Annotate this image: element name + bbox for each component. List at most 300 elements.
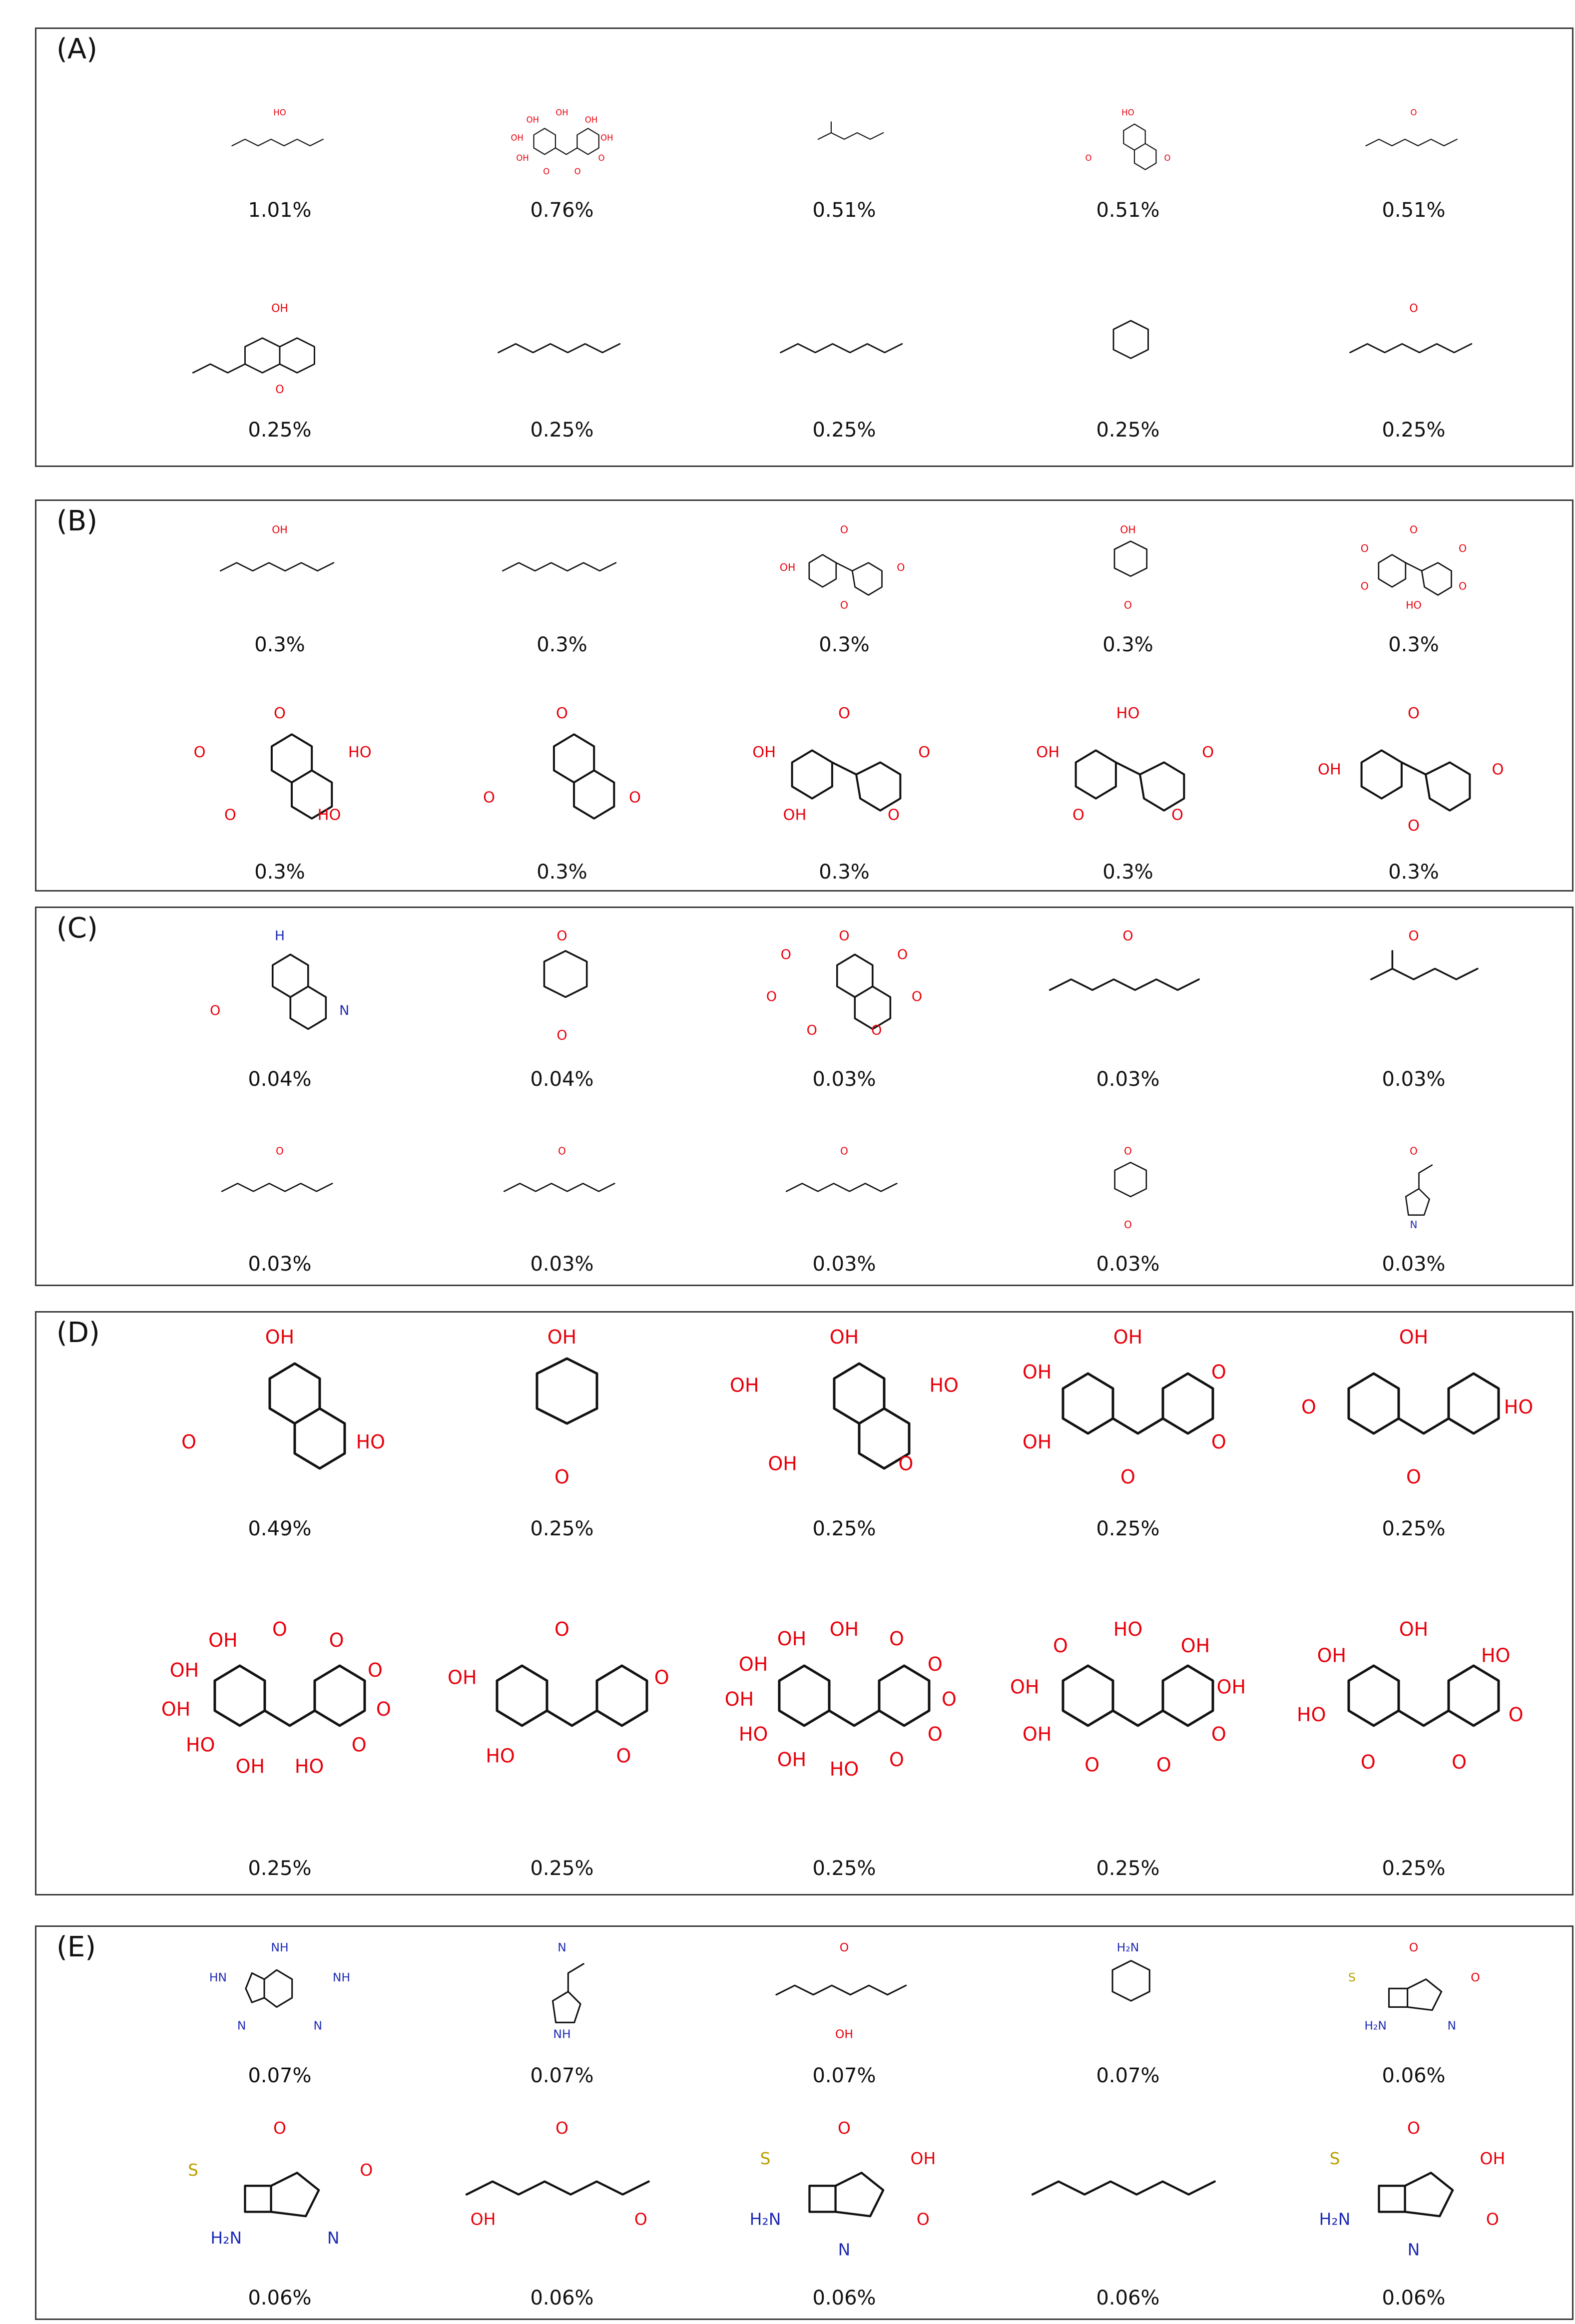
percentage-label: 0.06% bbox=[812, 2287, 876, 2310]
atom-label: O bbox=[1360, 542, 1369, 555]
percentage-label: 0.06% bbox=[530, 2287, 594, 2310]
bond-skeleton bbox=[779, 1666, 929, 1726]
molecule-structure bbox=[704, 919, 984, 1054]
atom-label: HO bbox=[929, 1374, 959, 1396]
bond-skeleton bbox=[1371, 951, 1478, 979]
percentage-label: 0.03% bbox=[1096, 1068, 1160, 1091]
bond-skeleton bbox=[499, 344, 620, 352]
percentage-label: 0.06% bbox=[248, 2287, 312, 2310]
molecule-structure bbox=[422, 1933, 702, 2050]
atom-label: O bbox=[1211, 1361, 1226, 1383]
atom-label: OH bbox=[1010, 1676, 1040, 1698]
atom-label: OH bbox=[547, 1326, 577, 1348]
atom-label: O bbox=[1486, 2209, 1499, 2229]
molecule-structure bbox=[140, 1933, 420, 2050]
molecule-structure bbox=[422, 2108, 702, 2273]
atom-label: O bbox=[927, 1653, 943, 1675]
molecule-structure bbox=[1274, 1558, 1554, 1843]
percentage-label: 0.25% bbox=[1382, 419, 1446, 442]
atom-label: O bbox=[1053, 1634, 1068, 1657]
percentage-label: 0.25% bbox=[248, 419, 312, 442]
percentage-label: 1.01% bbox=[248, 199, 312, 222]
molecule-structure bbox=[988, 694, 1268, 847]
atom-label: S bbox=[1329, 2148, 1340, 2168]
atom-label: OH bbox=[1317, 761, 1341, 779]
atom-label: O bbox=[897, 561, 905, 573]
percentage-label: 0.25% bbox=[812, 419, 876, 442]
atom-label: O bbox=[210, 1002, 221, 1018]
panel-label: (A) bbox=[56, 33, 98, 65]
atom-label: O bbox=[1085, 153, 1092, 163]
atom-label: OH bbox=[783, 806, 807, 824]
bond-skeleton bbox=[1115, 1162, 1146, 1196]
atom-label: H₂N bbox=[1364, 2018, 1387, 2033]
molecule-structure bbox=[140, 1139, 420, 1239]
molecule-structure bbox=[704, 1933, 984, 2050]
molecule-structure bbox=[704, 1139, 984, 1239]
molecule-structure bbox=[1274, 694, 1554, 847]
percentage-label: 0.07% bbox=[1096, 2064, 1160, 2087]
atom-label: O bbox=[942, 1688, 957, 1710]
percentage-label: 0.25% bbox=[530, 1517, 594, 1540]
bond-skeleton bbox=[1389, 1979, 1442, 2010]
molecule-structure bbox=[140, 102, 420, 185]
molecule-structure bbox=[1274, 1933, 1554, 2050]
atom-label: S bbox=[760, 2148, 771, 2168]
bond-skeleton bbox=[537, 1359, 597, 1423]
bond-skeleton bbox=[809, 555, 882, 595]
percentage-label: 0.3% bbox=[536, 633, 587, 656]
bond-skeleton bbox=[1362, 750, 1470, 810]
atom-label: OH bbox=[271, 302, 288, 315]
atom-label: HO bbox=[356, 1431, 386, 1453]
atom-label: O bbox=[1410, 108, 1417, 118]
atom-label: OH bbox=[235, 1755, 265, 1778]
atom-label: OH bbox=[448, 1666, 477, 1689]
bond-skeleton bbox=[220, 563, 334, 571]
atom-label: OH bbox=[1022, 1723, 1052, 1745]
percentage-label: 0.3% bbox=[254, 633, 305, 656]
panel-label: (B) bbox=[56, 505, 98, 537]
percentage-label: 0.25% bbox=[812, 1857, 876, 1880]
bond-skeleton bbox=[504, 1183, 614, 1191]
percentage-label: 0.03% bbox=[530, 1253, 594, 1276]
percentage-label: 0.25% bbox=[530, 1857, 594, 1880]
molecule-structure bbox=[1274, 1139, 1554, 1239]
molecule-structure bbox=[988, 919, 1268, 1054]
atom-label: O bbox=[1407, 705, 1420, 723]
atom-label: O bbox=[918, 743, 931, 761]
percentage-label: 0.25% bbox=[248, 1857, 312, 1880]
atom-label: O bbox=[1123, 599, 1132, 611]
atom-label: OH bbox=[730, 1374, 759, 1396]
percentage-label: 0.07% bbox=[812, 2064, 876, 2087]
molecule-structure bbox=[140, 1558, 420, 1843]
percentage-label: 0.03% bbox=[812, 1253, 876, 1276]
atom-label: HO bbox=[829, 1758, 859, 1780]
percentage-label: 0.3% bbox=[1388, 861, 1439, 884]
atom-label: O bbox=[616, 1745, 631, 1767]
atom-label: N bbox=[339, 1002, 350, 1018]
atom-label: O bbox=[838, 705, 851, 723]
atom-label: OH bbox=[724, 1688, 754, 1710]
atom-label: NH bbox=[332, 1970, 351, 1984]
atom-label: O bbox=[897, 947, 908, 963]
molecule-structure bbox=[422, 1314, 702, 1503]
bond-skeleton bbox=[1076, 750, 1184, 810]
percentage-label: 0.25% bbox=[1096, 1857, 1160, 1880]
atom-label: O bbox=[272, 1618, 287, 1640]
bond-skeleton bbox=[245, 2173, 319, 2216]
percentage-label: 0.06% bbox=[1096, 2287, 1160, 2310]
atom-label: O bbox=[839, 1940, 849, 1955]
atom-label: O bbox=[898, 1452, 914, 1475]
atom-label: OH bbox=[600, 133, 613, 143]
atom-label: O bbox=[558, 1145, 566, 1157]
molecule-structure bbox=[140, 694, 420, 847]
atom-label: OH bbox=[1216, 1676, 1246, 1698]
atom-label: O bbox=[628, 789, 641, 807]
atom-label: HO bbox=[1406, 599, 1422, 611]
bond-skeleton bbox=[193, 338, 314, 373]
atom-label: O bbox=[543, 166, 550, 176]
bond-skeleton bbox=[1379, 555, 1452, 595]
percentage-label: 0.3% bbox=[536, 861, 587, 884]
atom-label: O bbox=[1406, 1466, 1421, 1488]
percentage-label: 0.49% bbox=[248, 1517, 312, 1540]
molecule-structure bbox=[140, 295, 420, 405]
atom-label: O bbox=[654, 1666, 669, 1689]
atom-label: HO bbox=[1297, 1704, 1326, 1726]
atom-label: O bbox=[1211, 1431, 1226, 1453]
bond-skeleton bbox=[270, 1364, 345, 1468]
atom-label: OH bbox=[829, 1326, 859, 1348]
atom-label: O bbox=[1156, 1754, 1171, 1776]
molecule-structure bbox=[140, 2108, 420, 2273]
atom-label: OH bbox=[272, 523, 288, 536]
bond-skeleton bbox=[1406, 1165, 1432, 1215]
bond-skeleton bbox=[776, 1985, 906, 1995]
molecule-structure bbox=[1274, 919, 1554, 1054]
atom-label: H₂N bbox=[749, 2209, 781, 2229]
molecule-structure bbox=[704, 1558, 984, 1843]
atom-label: O bbox=[1408, 928, 1419, 944]
bond-skeleton bbox=[552, 1964, 583, 2023]
bond-skeleton bbox=[497, 1666, 647, 1726]
atom-label: O bbox=[1124, 1145, 1132, 1157]
atom-label: OH bbox=[1113, 1326, 1143, 1348]
molecule-structure bbox=[988, 2108, 1268, 2273]
atom-label: O bbox=[360, 2160, 373, 2180]
bond-skeleton bbox=[1349, 1374, 1499, 1433]
atom-label: H₂N bbox=[1116, 1940, 1139, 1955]
atom-label: O bbox=[1122, 928, 1133, 944]
atom-label: S bbox=[188, 2160, 199, 2180]
atom-label: O bbox=[1072, 806, 1084, 824]
percentage-label: 0.3% bbox=[1102, 861, 1153, 884]
molecule-structure bbox=[1274, 102, 1554, 185]
atom-label: N bbox=[313, 2018, 323, 2033]
bond-skeleton bbox=[786, 1183, 897, 1191]
bond-skeleton bbox=[1366, 139, 1457, 146]
percentage-label: 0.25% bbox=[1382, 1857, 1446, 1880]
atom-label: O bbox=[1407, 817, 1420, 835]
bond-skeleton bbox=[554, 734, 614, 819]
atom-label: O bbox=[351, 1734, 367, 1756]
percentage-label: 0.03% bbox=[1382, 1068, 1446, 1091]
atom-label: O bbox=[839, 928, 850, 944]
atom-label: OH bbox=[1399, 1618, 1429, 1640]
atom-label: O bbox=[598, 153, 605, 163]
bond-skeleton bbox=[544, 951, 586, 997]
atom-label: O bbox=[555, 705, 568, 723]
atom-label: O bbox=[927, 1723, 943, 1745]
atom-label: HO bbox=[273, 108, 286, 118]
atom-label: O bbox=[1409, 1940, 1419, 1955]
bond-skeleton bbox=[215, 1666, 365, 1726]
bond-skeleton bbox=[232, 139, 323, 146]
atom-label: OH bbox=[584, 115, 598, 125]
atom-label: N bbox=[838, 2240, 851, 2260]
percentage-label: 0.04% bbox=[530, 1068, 594, 1091]
atom-label: O bbox=[1407, 2118, 1420, 2138]
atom-label: O bbox=[1360, 1751, 1376, 1774]
atom-label: O bbox=[1471, 1970, 1480, 1984]
atom-label: O bbox=[483, 789, 496, 807]
atom-label: O bbox=[1120, 1466, 1135, 1488]
molecule-structure bbox=[1274, 517, 1554, 619]
atom-label: O bbox=[1124, 1218, 1132, 1231]
panel-label: (C) bbox=[56, 912, 98, 944]
percentage-label: 0.03% bbox=[248, 1253, 312, 1276]
atom-label: OH bbox=[752, 743, 776, 761]
atom-label: NH bbox=[271, 1940, 289, 1955]
atom-label: HN bbox=[209, 1970, 227, 1984]
atom-label: OH bbox=[1022, 1361, 1052, 1383]
atom-label: O bbox=[766, 989, 777, 1005]
atom-label: O bbox=[1459, 542, 1467, 555]
atom-label: O bbox=[1211, 1723, 1226, 1745]
percentage-label: 0.25% bbox=[1382, 1517, 1446, 1540]
atom-label: HO bbox=[186, 1734, 215, 1756]
percentage-label: 0.25% bbox=[1096, 419, 1160, 442]
atom-label: HO bbox=[317, 806, 341, 824]
atom-label: O bbox=[840, 599, 849, 611]
atom-label: OH bbox=[910, 2148, 936, 2168]
atom-label: N bbox=[327, 2228, 340, 2248]
atom-label: N bbox=[1447, 2018, 1457, 2033]
atom-label: O bbox=[1409, 523, 1418, 536]
molecule-structure bbox=[988, 1933, 1268, 2050]
bond-skeleton bbox=[1349, 1666, 1499, 1726]
atom-label: O bbox=[840, 523, 849, 536]
bond-skeleton bbox=[818, 122, 883, 139]
atom-label: N bbox=[1410, 1218, 1418, 1231]
atom-label: OH bbox=[1180, 1634, 1210, 1657]
atom-label: OH bbox=[1036, 743, 1060, 761]
atom-label: HO bbox=[738, 1723, 768, 1745]
atom-label: O bbox=[556, 1027, 567, 1043]
atom-label: OH bbox=[1399, 1326, 1429, 1348]
atom-label: O bbox=[329, 1629, 344, 1652]
atom-label: O bbox=[889, 1749, 904, 1771]
atom-label: HO bbox=[1481, 1644, 1511, 1667]
percentage-label: 0.51% bbox=[1382, 199, 1446, 222]
molecule-structure bbox=[422, 102, 702, 185]
atom-label: O bbox=[1301, 1396, 1316, 1418]
atom-label: O bbox=[193, 743, 206, 761]
percentage-label: 0.25% bbox=[1096, 1517, 1160, 1540]
bond-skeleton bbox=[1033, 2182, 1215, 2195]
molecule-structure bbox=[422, 1139, 702, 1239]
atom-label: O bbox=[1459, 580, 1467, 592]
atom-label: H₂N bbox=[210, 2228, 242, 2248]
panel-label: (E) bbox=[56, 1931, 96, 1963]
molecule-structure bbox=[140, 919, 420, 1054]
molecule-structure bbox=[704, 1314, 984, 1503]
atom-label: NH bbox=[553, 2027, 571, 2041]
atom-label: HO bbox=[1121, 108, 1134, 118]
bond-skeleton bbox=[1112, 1961, 1149, 2001]
percentage-label: 0.25% bbox=[530, 419, 594, 442]
percentage-label: 0.06% bbox=[1382, 2287, 1446, 2310]
percentage-label: 0.25% bbox=[812, 1517, 876, 1540]
atom-label: O bbox=[1452, 1751, 1467, 1774]
bond-skeleton bbox=[222, 1183, 332, 1191]
atom-label: O bbox=[911, 989, 923, 1005]
percentage-label: 0.3% bbox=[819, 861, 870, 884]
molecule-structure bbox=[422, 1558, 702, 1843]
bond-skeleton bbox=[1123, 124, 1156, 169]
atom-label: O bbox=[806, 1022, 817, 1038]
atom-label: OH bbox=[829, 1618, 859, 1640]
molecule-structure bbox=[422, 295, 702, 405]
atom-label: O bbox=[556, 928, 567, 944]
atom-label: O bbox=[838, 2118, 851, 2138]
atom-label: O bbox=[840, 1145, 848, 1157]
atom-label: O bbox=[181, 1431, 197, 1453]
percentage-label: 0.3% bbox=[1102, 633, 1153, 656]
atom-label: OH bbox=[208, 1629, 238, 1652]
atom-label: N bbox=[1407, 2240, 1420, 2260]
molecule-structure bbox=[988, 295, 1268, 405]
atom-label: HO bbox=[1113, 1618, 1143, 1640]
molecule-structure bbox=[704, 517, 984, 619]
atom-label: OH bbox=[516, 153, 529, 163]
atom-label: OH bbox=[1317, 1644, 1347, 1667]
bond-skeleton bbox=[1379, 2173, 1453, 2216]
panel-label: (D) bbox=[56, 1317, 100, 1349]
atom-label: O bbox=[916, 2209, 930, 2229]
atom-label: O bbox=[555, 2118, 568, 2138]
molecule-structure bbox=[988, 1314, 1268, 1503]
atom-label: H bbox=[274, 928, 285, 944]
molecule-structure bbox=[988, 517, 1268, 619]
molecule-structure bbox=[988, 1139, 1268, 1239]
atom-label: O bbox=[634, 2209, 647, 2229]
molecule-structure bbox=[704, 2108, 984, 2273]
atom-label: O bbox=[1360, 580, 1369, 592]
percentage-label: 0.03% bbox=[1096, 1253, 1160, 1276]
percentage-label: 0.3% bbox=[819, 633, 870, 656]
bond-skeleton bbox=[1050, 979, 1199, 990]
bond-skeleton bbox=[1350, 344, 1472, 352]
molecule-structure bbox=[1274, 295, 1554, 405]
atom-label: O bbox=[376, 1698, 391, 1720]
atom-label: OH bbox=[777, 1749, 807, 1771]
atom-label: HO bbox=[1504, 1396, 1534, 1418]
bond-skeleton bbox=[273, 954, 326, 1029]
atom-label: O bbox=[273, 705, 286, 723]
atom-label: O bbox=[1164, 153, 1171, 163]
percentage-label: 0.03% bbox=[812, 1068, 876, 1091]
bond-skeleton bbox=[1063, 1666, 1213, 1726]
atom-label: OH bbox=[511, 133, 524, 143]
atom-label: OH bbox=[1022, 1431, 1052, 1453]
atom-label: O bbox=[1410, 1145, 1418, 1157]
percentage-label: 0.3% bbox=[254, 861, 305, 884]
percentage-label: 0.07% bbox=[530, 2064, 594, 2087]
molecule-structure bbox=[988, 102, 1268, 185]
atom-label: OH bbox=[1480, 2148, 1506, 2168]
atom-label: OH bbox=[1120, 523, 1136, 536]
atom-label: O bbox=[889, 1627, 904, 1650]
molecule-structure bbox=[140, 517, 420, 619]
atom-label: O bbox=[1084, 1754, 1100, 1776]
atom-label: OH bbox=[768, 1452, 797, 1475]
bond-skeleton bbox=[246, 1970, 292, 2007]
bond-skeleton bbox=[781, 344, 902, 352]
percentage-label: 0.51% bbox=[812, 199, 876, 222]
atom-label: HO bbox=[1116, 705, 1140, 723]
molecule-structure bbox=[422, 919, 702, 1054]
molecule-structure bbox=[704, 102, 984, 185]
atom-label: N bbox=[237, 2018, 246, 2033]
bond-skeleton bbox=[1113, 321, 1148, 358]
atom-label: OH bbox=[835, 2027, 854, 2041]
bond-skeleton bbox=[272, 734, 332, 819]
bond-skeleton bbox=[503, 563, 616, 571]
bond-skeleton bbox=[1114, 541, 1147, 576]
atom-label: OH bbox=[169, 1659, 199, 1681]
atom-label: O bbox=[224, 806, 236, 824]
atom-label: H₂N bbox=[1319, 2209, 1351, 2229]
percentage-label: 0.51% bbox=[1096, 199, 1160, 222]
percentage-label: 0.07% bbox=[248, 2064, 312, 2087]
molecule-structure bbox=[1274, 2108, 1554, 2273]
atom-label: OH bbox=[555, 108, 568, 118]
atom-label: O bbox=[1202, 743, 1214, 761]
atom-label: O bbox=[368, 1659, 383, 1681]
atom-label: O bbox=[1492, 761, 1504, 779]
percentage-label: 0.06% bbox=[1382, 2064, 1446, 2087]
atom-label: O bbox=[574, 166, 581, 176]
atom-label: OH bbox=[779, 561, 796, 573]
atom-label: O bbox=[276, 1145, 284, 1157]
atom-label: HO bbox=[348, 743, 372, 761]
bond-skeleton bbox=[1063, 1374, 1213, 1433]
bond-skeleton bbox=[467, 2182, 649, 2195]
molecule-structure bbox=[704, 694, 984, 847]
molecule-structure bbox=[422, 694, 702, 847]
atom-label: O bbox=[275, 383, 284, 396]
atom-label: O bbox=[554, 1618, 569, 1640]
atom-label: O bbox=[780, 947, 791, 963]
atom-label: O bbox=[554, 1466, 569, 1488]
atom-label: HO bbox=[486, 1745, 515, 1767]
atom-label: O bbox=[1508, 1704, 1524, 1726]
atom-label: O bbox=[1171, 806, 1184, 824]
